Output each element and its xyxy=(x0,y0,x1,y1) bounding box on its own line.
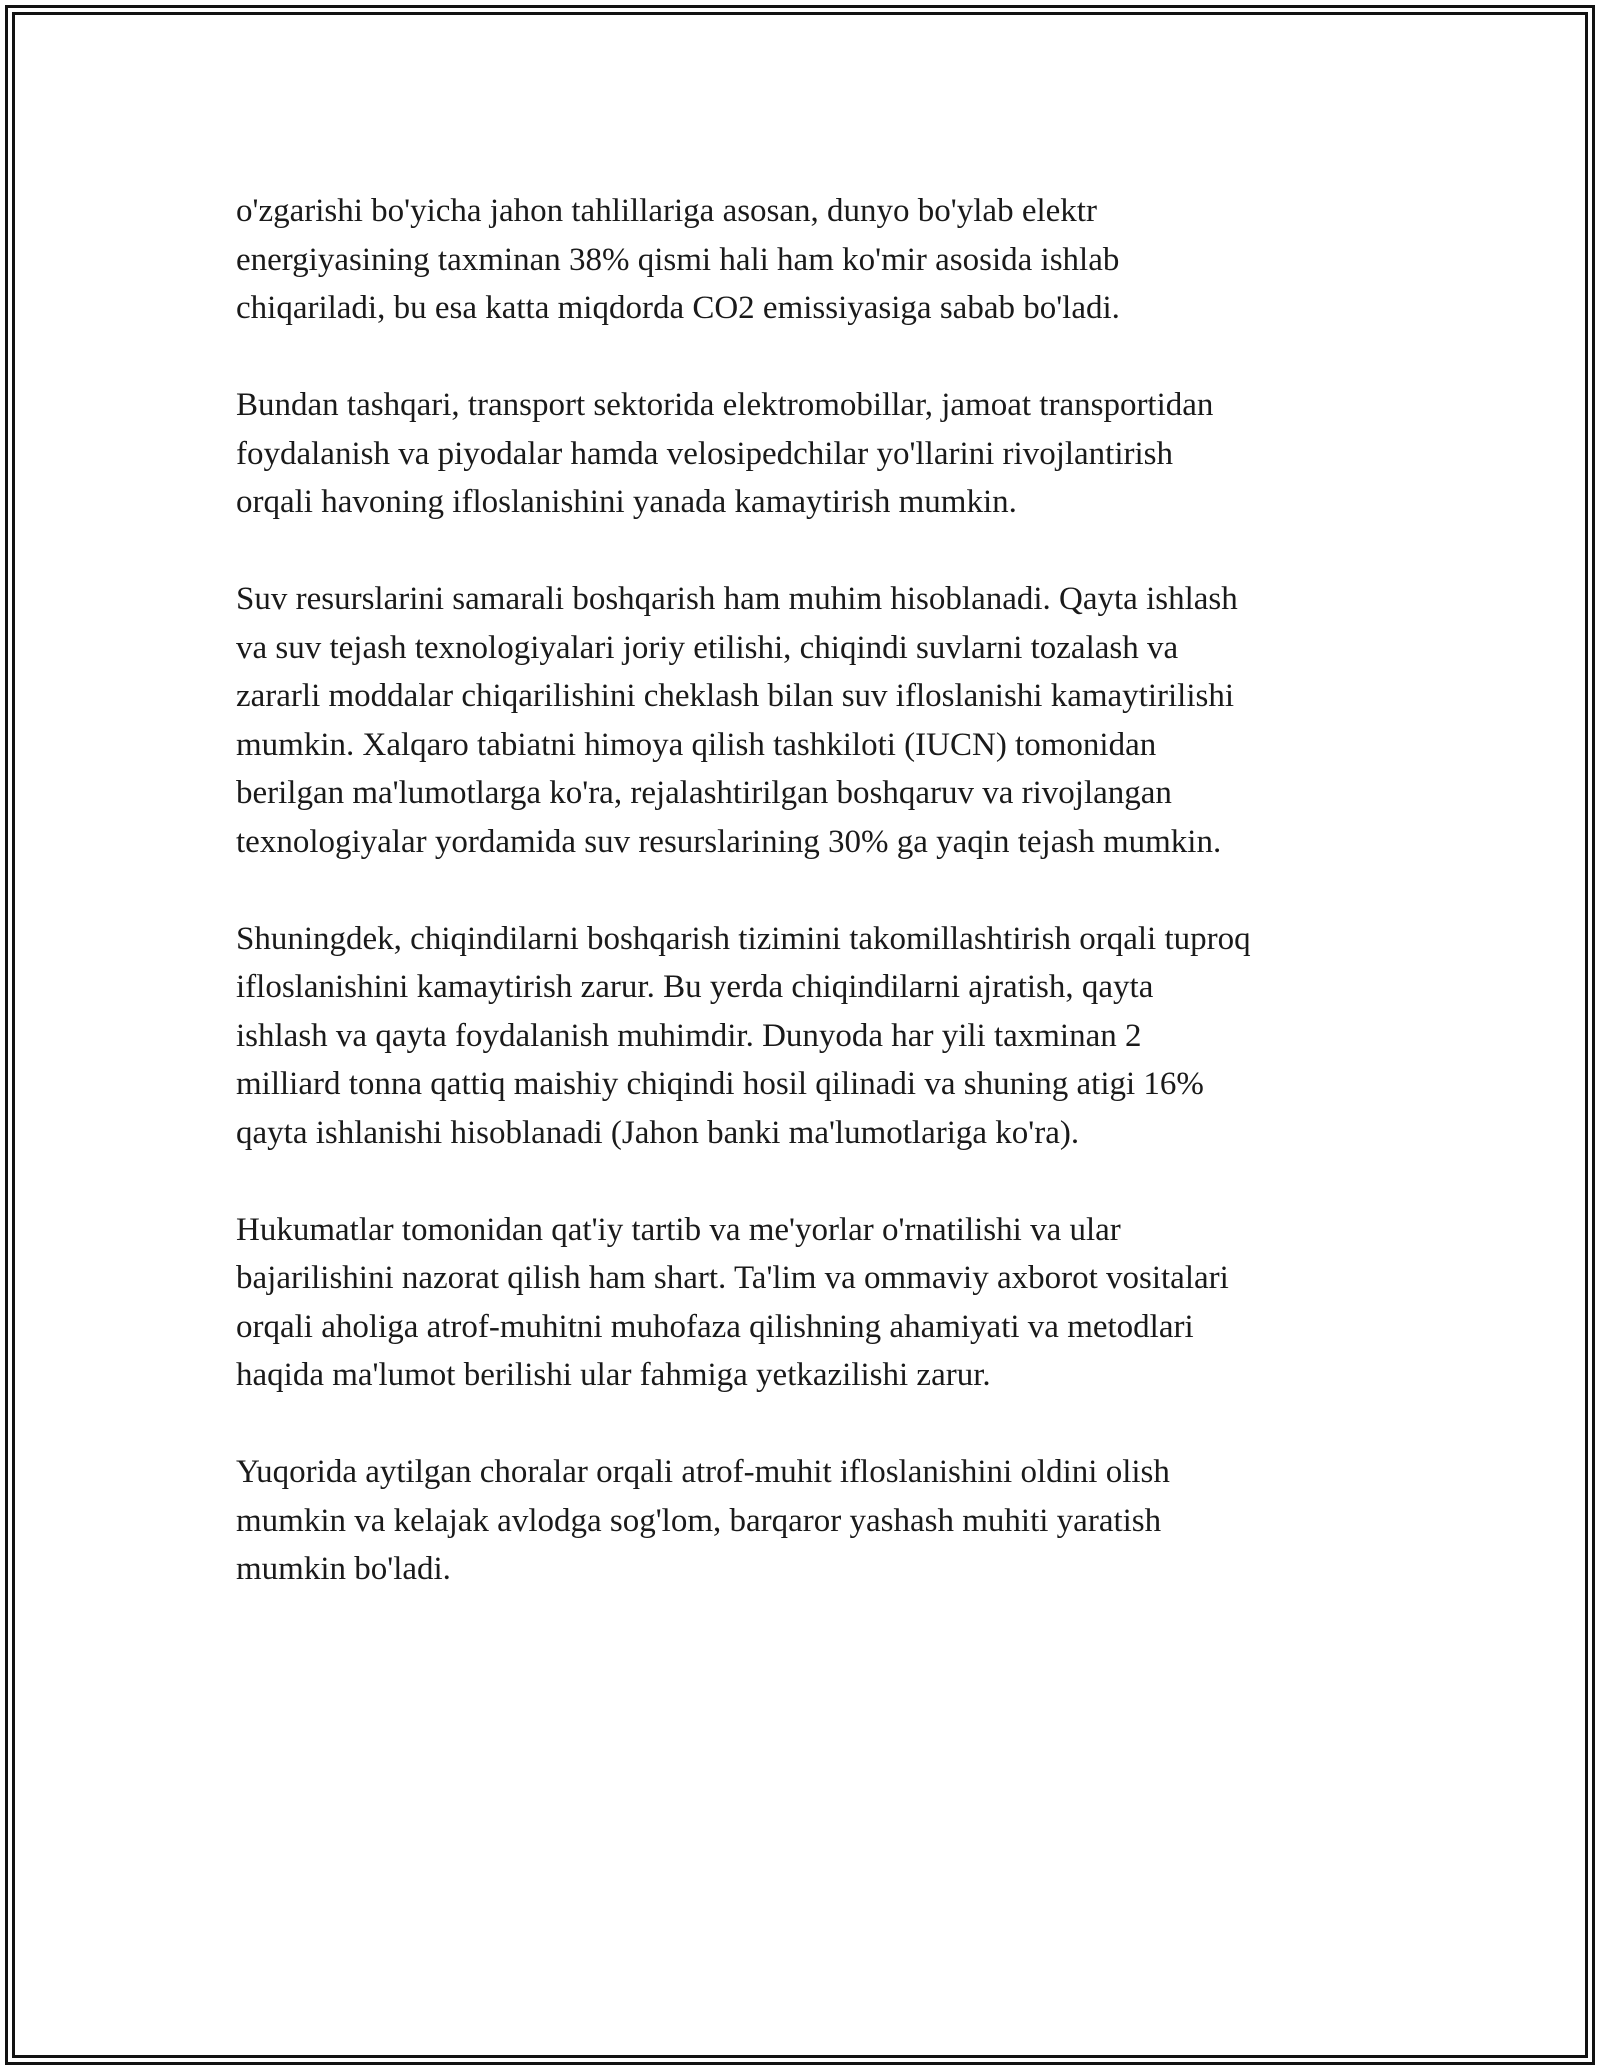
text-line: Bundan tashqari, transport sektorida elektromobillar, jamoat transportidan xyxy=(236,387,1214,423)
text-line: zararli moddalar chiqarilishini cheklash bilan suv ifloslanishi kamaytirilishi xyxy=(236,678,1235,714)
text-line: o'zgarishi bo'yicha jahon tahlillariga asosan, dunyo bo'ylab elektr xyxy=(236,193,1097,229)
text-line: Shuningdek, chiqindilarni boshqarish tizimini takomillashtirish orqali tuproq xyxy=(236,920,1251,957)
paragraph-2 xyxy=(236,381,1396,527)
text-line: Suv resurslarini samarali boshqarish ham muhim hisoblanadi. Qayta ishlash xyxy=(236,581,1238,617)
text-line: mumkin va kelajak avlodga sog'lom, barqaror yashash muhiti yaratish xyxy=(236,1502,1162,1539)
text-line: chiqariladi, bu esa katta miqdorda CO2 emissiyasiga sabab bo'ladi. xyxy=(236,290,1120,326)
paragraph-4 xyxy=(236,915,1396,1158)
text-line: Hukumatlar tomonidan qat'iy tartib va me'yorlar o'rnatilishi va ular xyxy=(236,1211,1121,1248)
text-line: foydalanish va piyodalar hamda velosipedchilar yo'llarini rivojlantirish xyxy=(236,435,1174,472)
text-line: milliard tonna qattiq maishiy chiqindi hosil qilinadi va shuning atigi 16% xyxy=(236,1066,1204,1102)
document-body xyxy=(236,187,1396,1642)
paragraph-1 xyxy=(236,187,1396,333)
paragraph-6 xyxy=(236,1448,1396,1594)
text-line: haqida ma'lumot berilishi ular fahmiga yetkazilishi zarur. xyxy=(236,1357,991,1393)
paragraph-3 xyxy=(236,575,1396,866)
text-line: Yuqorida aytilgan choralar orqali atrof-muhit ifloslanishini oldini olish xyxy=(236,1454,1170,1490)
text-line: bajarilishini nazorat qilish ham shart. Ta'lim va ommaviy axborot vositalari xyxy=(236,1260,1229,1296)
text-line: ifloslanishini kamaytirish zarur. Bu yerda chiqindilarni ajratish, qayta xyxy=(236,969,1154,1005)
text-line: mumkin. Xalqaro tabiatni himoya qilish tashkiloti (IUCN) tomonidan xyxy=(236,726,1157,763)
text-line: va suv tejash texnologiyalari joriy etilishi, chiqindi suvlarni tozalash va xyxy=(236,629,1179,666)
text-line: orqali aholiga atrof-muhitni muhofaza qilishning ahamiyati va metodlari xyxy=(236,1308,1194,1345)
text-line: mumkin bo'ladi. xyxy=(236,1551,451,1587)
text-line: ishlash va qayta foydalanish muhimdir. Dunyoda har yili taxminan 2 xyxy=(236,1017,1142,1054)
text-line: qayta ishlanishi hisoblanadi (Jahon banki ma'lumotlariga ko'ra). xyxy=(236,1114,1080,1151)
text-line: energiyasining taxminan 38% qismi hali ham ko'mir asosida ishlab xyxy=(236,241,1120,278)
text-line: orqali havoning ifloslanishini yanada kamaytirish mumkin. xyxy=(236,484,1017,520)
text-line: berilgan ma'lumotlarga ko'ra, rejalashtirilgan boshqaruv va rivojlangan xyxy=(236,775,1172,811)
paragraph-5 xyxy=(236,1206,1396,1400)
text-line: texnologiyalar yordamida suv resurslarining 30% ga yaqin tejash mumkin. xyxy=(236,823,1222,860)
